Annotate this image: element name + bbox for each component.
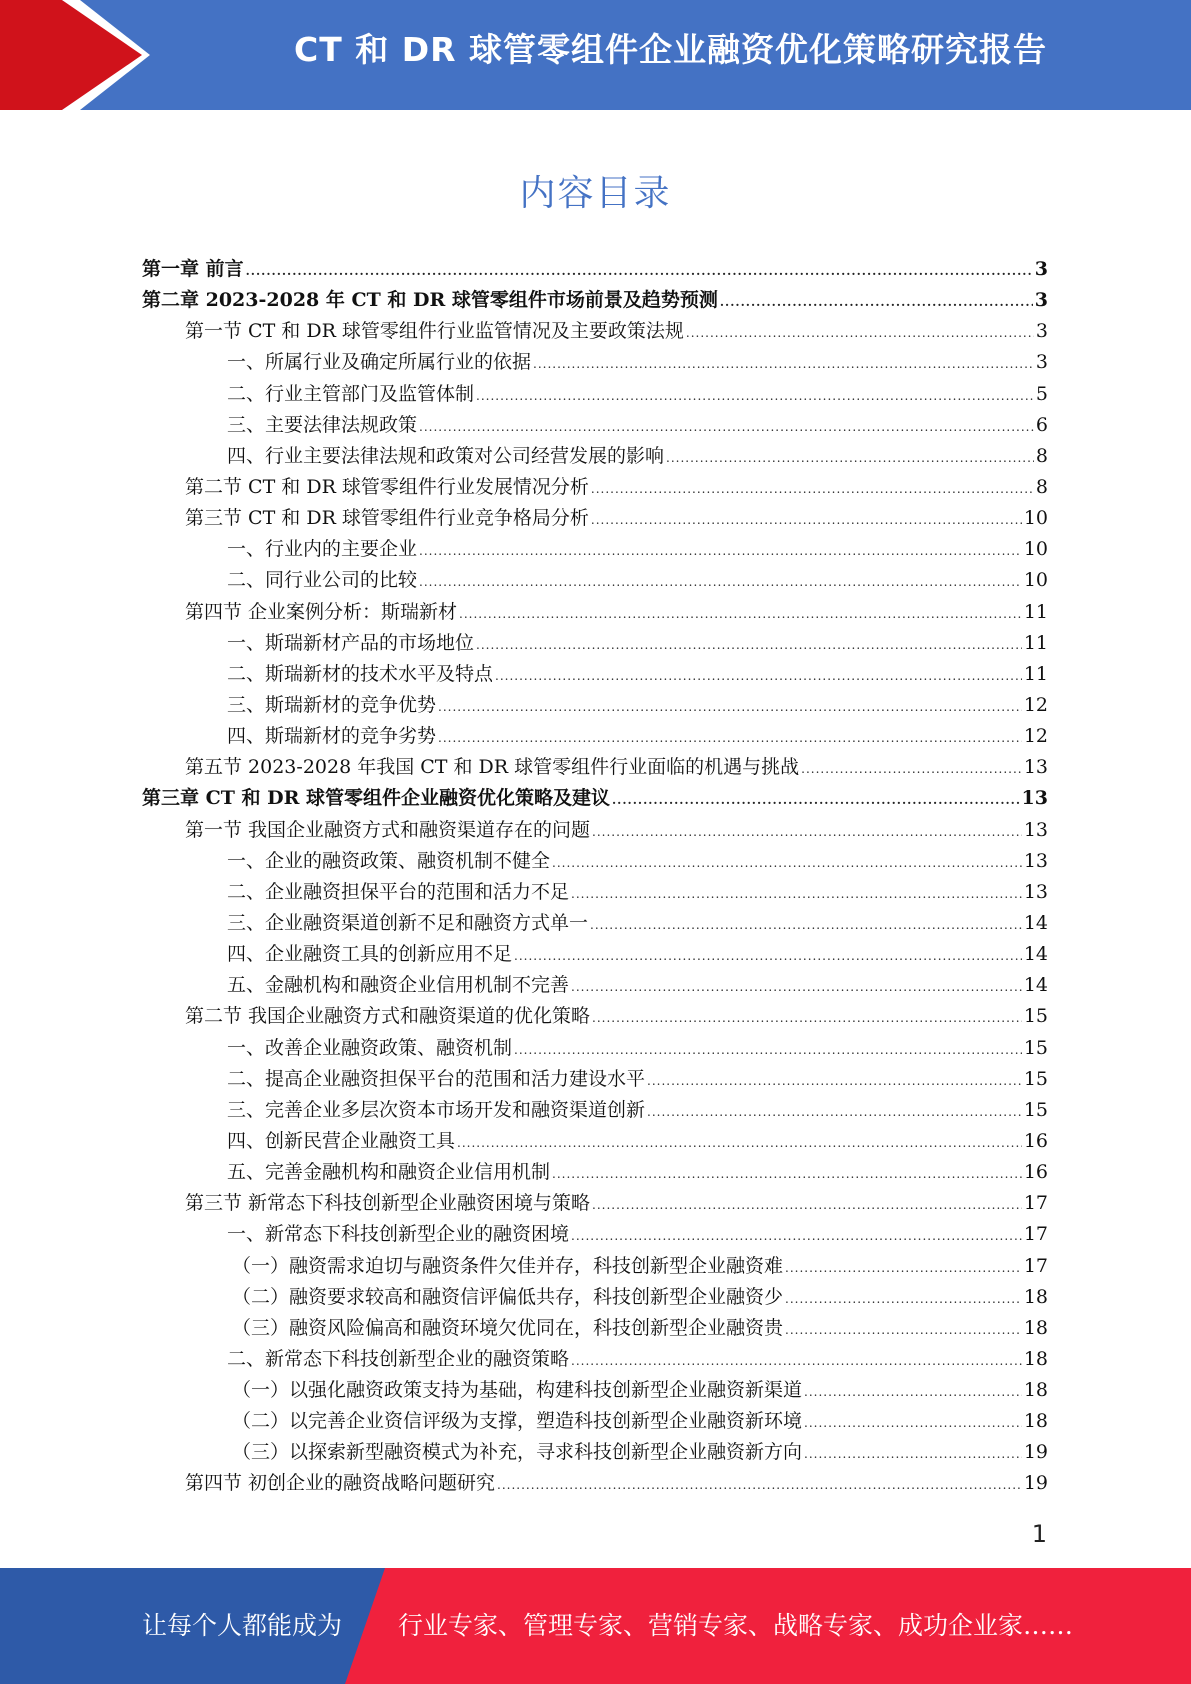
toc-entry-title: 四、行业主要法律法规和政策对公司经营发展的影响 [227, 444, 665, 467]
toc-entry-page: 11 [1023, 600, 1048, 623]
toc-entry-title: （二）以完善企业资信评级为支撑，塑造科技创新型企业融资新环境 [232, 1410, 803, 1433]
footer-band [0, 1568, 1191, 1684]
page-number: 1 [1031, 1520, 1047, 1548]
toc-entry-title: 一、所属行业及确定所属行业的依据 [227, 351, 532, 374]
toc-entry-page: 3 [1035, 351, 1048, 374]
toc-leader-dots [476, 381, 1034, 412]
toc-entry-page: 18 [1023, 1379, 1048, 1402]
toc-entry[interactable] [142, 1188, 1048, 1219]
toc-entry[interactable] [142, 1251, 1048, 1282]
toc-entry-page: 18 [1023, 1410, 1048, 1433]
toc-entry-page: 10 [1023, 538, 1048, 561]
toc-leader-dots [591, 474, 1034, 505]
toc-entry-page: 3 [1035, 320, 1048, 343]
toc-entry-title: 三、完善企业多层次资本市场开发和融资渠道创新 [227, 1098, 646, 1121]
toc-entry-page: 8 [1035, 444, 1048, 467]
toc-entry-page: 13 [1023, 818, 1048, 841]
toc-entry[interactable] [142, 628, 1048, 659]
toc-entry-title: 一、改善企业融资政策、融资机制 [227, 1036, 513, 1059]
toc-entry-title: 五、完善金融机构和融资企业信用机制 [227, 1161, 551, 1184]
table-of-contents [142, 254, 1048, 1500]
toc-entry[interactable] [142, 1282, 1048, 1313]
toc-leader-dots [571, 1221, 1022, 1252]
toc-leader-dots [552, 848, 1022, 879]
toc-entry-title: 第一节 我国企业融资方式和融资渠道存在的问题 [185, 818, 591, 841]
toc-leader-dots [647, 1097, 1022, 1128]
toc-entry-title: 一、行业内的主要企业 [227, 538, 418, 561]
toc-entry[interactable] [142, 1095, 1048, 1126]
toc-entry-page: 5 [1035, 382, 1048, 405]
toc-entry-title: 二、提高企业融资担保平台的范围和活力建设水平 [227, 1067, 646, 1090]
toc-leader-dots [666, 443, 1034, 474]
toc-entry-page: 3 [1034, 258, 1048, 280]
toc-leader-dots [571, 972, 1022, 1003]
toc-entry-title: 四、斯瑞新材的竞争劣势 [227, 725, 437, 748]
toc-entry[interactable] [142, 752, 1048, 783]
toc-leader-dots [591, 505, 1022, 536]
toc-entry-page: 18 [1023, 1316, 1048, 1339]
toc-entry[interactable] [142, 441, 1048, 472]
toc-leader-dots [785, 1284, 1022, 1315]
toc-leader-dots [804, 1377, 1022, 1408]
toc-entry[interactable] [142, 1344, 1048, 1375]
toc-entry[interactable] [142, 1313, 1048, 1344]
toc-entry[interactable] [142, 1406, 1048, 1437]
toc-leader-dots [552, 1159, 1022, 1190]
footer-slogan-right: 行业专家、管理专家、营销专家、战略专家、成功企业家…… [398, 1611, 1074, 1640]
toc-entry-page: 13 [1021, 787, 1048, 810]
toc-entry-page: 11 [1023, 631, 1048, 654]
toc-entry-title: 二、同行业公司的比较 [227, 569, 418, 592]
toc-leader-dots [686, 318, 1034, 349]
footer-slogan-left: 让每个人都能成为 [142, 1611, 343, 1640]
toc-leader-dots [571, 1346, 1022, 1377]
toc-leader-dots [801, 754, 1022, 785]
toc-entry-page: 17 [1023, 1254, 1048, 1277]
toc-entry[interactable] [142, 1001, 1048, 1032]
toc-leader-dots [495, 661, 1022, 692]
toc-leader-dots [438, 692, 1022, 723]
toc-entry-page: 15 [1023, 1067, 1048, 1090]
toc-entry-page: 10 [1023, 569, 1048, 592]
toc-entry-page: 19 [1023, 1441, 1048, 1464]
toc-entry-page: 12 [1023, 725, 1048, 748]
toc-entry-page: 17 [1023, 1223, 1048, 1246]
toc-entry[interactable] [142, 783, 1048, 814]
toc-leader-dots [785, 1315, 1022, 1346]
toc-entry-title: 一、斯瑞新材产品的市场地位 [227, 631, 475, 654]
toc-entry-title: 三、斯瑞新材的竞争优势 [227, 693, 437, 716]
toc-heading: 内容目录 [519, 173, 672, 214]
toc-entry-title: （二）融资要求较高和融资信评偏低共存，科技创新型企业融资少 [232, 1285, 784, 1308]
toc-entry-page: 19 [1023, 1472, 1048, 1495]
toc-entry-title: （一）融资需求迫切与融资条件欠佳并存，科技创新型企业融资难 [232, 1254, 784, 1277]
toc-entry-title: 三、企业融资渠道创新不足和融资方式单一 [227, 911, 589, 934]
toc-entry-title: 一、企业的融资政策、融资机制不健全 [227, 849, 551, 872]
toc-entry-page: 8 [1035, 475, 1048, 498]
toc-entry[interactable] [142, 1033, 1048, 1064]
toc-entry-title: 二、新常态下科技创新型企业的融资策略 [227, 1347, 570, 1370]
toc-entry[interactable] [142, 254, 1048, 285]
toc-entry[interactable] [142, 1157, 1048, 1188]
toc-entry-title: 一、新常态下科技创新型企业的融资困境 [227, 1223, 570, 1246]
toc-entry[interactable] [142, 939, 1048, 970]
toc-entry[interactable] [142, 1064, 1048, 1095]
toc-entry[interactable] [142, 877, 1048, 908]
toc-entry[interactable] [142, 534, 1048, 565]
toc-leader-dots [647, 1066, 1022, 1097]
toc-entry[interactable] [142, 1437, 1048, 1468]
toc-leader-dots [246, 256, 1033, 287]
toc-leader-dots [804, 1439, 1022, 1470]
toc-entry-page: 17 [1023, 1192, 1048, 1215]
toc-entry-title: 第三节 CT 和 DR 球管零组件行业竞争格局分析 [185, 507, 589, 530]
toc-entry-page: 11 [1023, 662, 1048, 685]
toc-entry-page: 15 [1023, 1098, 1048, 1121]
toc-leader-dots [497, 1470, 1022, 1501]
toc-entry[interactable] [142, 815, 1048, 846]
toc-entry[interactable] [142, 659, 1048, 690]
toc-entry-title: 第二章 2023-2028 年 CT 和 DR 球管零组件市场前景及趋势预测 [142, 289, 718, 312]
toc-entry-page: 15 [1023, 1036, 1048, 1059]
toc-entry[interactable] [142, 503, 1048, 534]
toc-leader-dots [419, 536, 1022, 567]
toc-entry-page: 16 [1023, 1129, 1048, 1152]
toc-entry-title: 二、企业融资担保平台的范围和活力不足 [227, 880, 570, 903]
toc-entry[interactable] [142, 565, 1048, 596]
toc-leader-dots [590, 910, 1022, 941]
toc-entry-title: 第三节 新常态下科技创新型企业融资困境与策略 [185, 1192, 591, 1215]
header-band [0, 0, 1191, 110]
toc-entry[interactable] [142, 721, 1048, 752]
toc-leader-dots [533, 349, 1034, 380]
toc-entry[interactable] [142, 347, 1048, 378]
toc-entry-title: 四、创新民营企业融资工具 [227, 1129, 456, 1152]
toc-leader-dots [592, 1003, 1022, 1034]
toc-entry-title: 第一章 前言 [142, 258, 244, 280]
toc-leader-dots [514, 941, 1022, 972]
toc-entry-title: 第五节 2023-2028 年我国 CT 和 DR 球管零组件行业面临的机遇与挑战 [185, 756, 800, 779]
toc-entry-title: 第三章 CT 和 DR 球管零组件企业融资优化策略及建议 [142, 787, 610, 810]
toc-entry[interactable] [142, 472, 1048, 503]
toc-entry-title: 二、斯瑞新材的技术水平及特点 [227, 662, 494, 685]
toc-leader-dots [592, 1190, 1022, 1221]
toc-entry[interactable] [142, 379, 1048, 410]
toc-entry-page: 12 [1023, 693, 1048, 716]
toc-leader-dots [457, 1128, 1022, 1159]
toc-entry-page: 18 [1023, 1347, 1048, 1370]
toc-leader-dots [571, 879, 1022, 910]
toc-entry[interactable] [142, 690, 1048, 721]
toc-leader-dots [419, 412, 1034, 443]
toc-leader-dots [720, 287, 1033, 318]
toc-leader-dots [438, 723, 1022, 754]
toc-entry[interactable] [142, 1126, 1048, 1157]
toc-entry-title: 四、企业融资工具的创新应用不足 [227, 943, 513, 966]
toc-entry[interactable] [142, 316, 1048, 347]
toc-entry-page: 13 [1023, 880, 1048, 903]
toc-entry-page: 6 [1035, 413, 1048, 436]
toc-entry-title: 二、行业主管部门及监管体制 [227, 382, 475, 405]
toc-entry-page: 3 [1034, 289, 1048, 312]
toc-entry-title: 第四节 企业案例分析：斯瑞新材 [185, 600, 458, 623]
toc-entry-title: （一）以强化融资政策支持为基础，构建科技创新型企业融资新渠道 [232, 1379, 803, 1402]
toc-entry-page: 16 [1023, 1161, 1048, 1184]
toc-entry[interactable] [142, 597, 1048, 628]
toc-entry-page: 14 [1023, 974, 1048, 997]
toc-entry-page: 10 [1023, 507, 1048, 530]
toc-entry[interactable] [142, 410, 1048, 441]
toc-entry[interactable] [142, 285, 1048, 316]
toc-entry-page: 14 [1023, 943, 1048, 966]
toc-leader-dots [459, 599, 1022, 630]
toc-entry-title: 第二节 CT 和 DR 球管零组件行业发展情况分析 [185, 475, 589, 498]
toc-entry-page: 18 [1023, 1285, 1048, 1308]
toc-entry[interactable] [142, 1219, 1048, 1250]
toc-leader-dots [514, 1035, 1022, 1066]
toc-leader-dots [419, 567, 1022, 598]
toc-entry-page: 14 [1023, 911, 1048, 934]
toc-entry-title: 五、金融机构和融资企业信用机制不完善 [227, 974, 570, 997]
toc-entry-page: 15 [1023, 1005, 1048, 1028]
toc-leader-dots [592, 817, 1022, 848]
toc-leader-dots [804, 1408, 1022, 1439]
toc-leader-dots [612, 785, 1020, 816]
toc-entry-page: 13 [1023, 756, 1048, 779]
toc-entry[interactable] [142, 846, 1048, 877]
toc-entry-title: 三、主要法律法规政策 [227, 413, 418, 436]
red-chevron-icon [0, 0, 150, 110]
toc-leader-dots [476, 630, 1022, 661]
toc-entry-title: 第四节 初创企业的融资战略问题研究 [185, 1472, 496, 1495]
report-title: CT 和 DR 球管零组件企业融资优化策略研究报告 [294, 30, 1047, 69]
toc-entry-title: （三）以探索新型融资模式为补充，寻求科技创新型企业融资新方向 [232, 1441, 803, 1464]
toc-entry-page: 13 [1023, 849, 1048, 872]
toc-entry-title: （三）融资风险偏高和融资环境欠优同在，科技创新型企业融资贵 [232, 1316, 784, 1339]
toc-entry-title: 第二节 我国企业融资方式和融资渠道的优化策略 [185, 1005, 591, 1028]
toc-entry[interactable] [142, 970, 1048, 1001]
toc-entry-title: 第一节 CT 和 DR 球管零组件行业监管情况及主要政策法规 [185, 320, 684, 343]
toc-entry[interactable] [142, 1468, 1048, 1499]
toc-leader-dots [785, 1253, 1022, 1284]
toc-entry[interactable] [142, 908, 1048, 939]
toc-entry[interactable] [142, 1375, 1048, 1406]
